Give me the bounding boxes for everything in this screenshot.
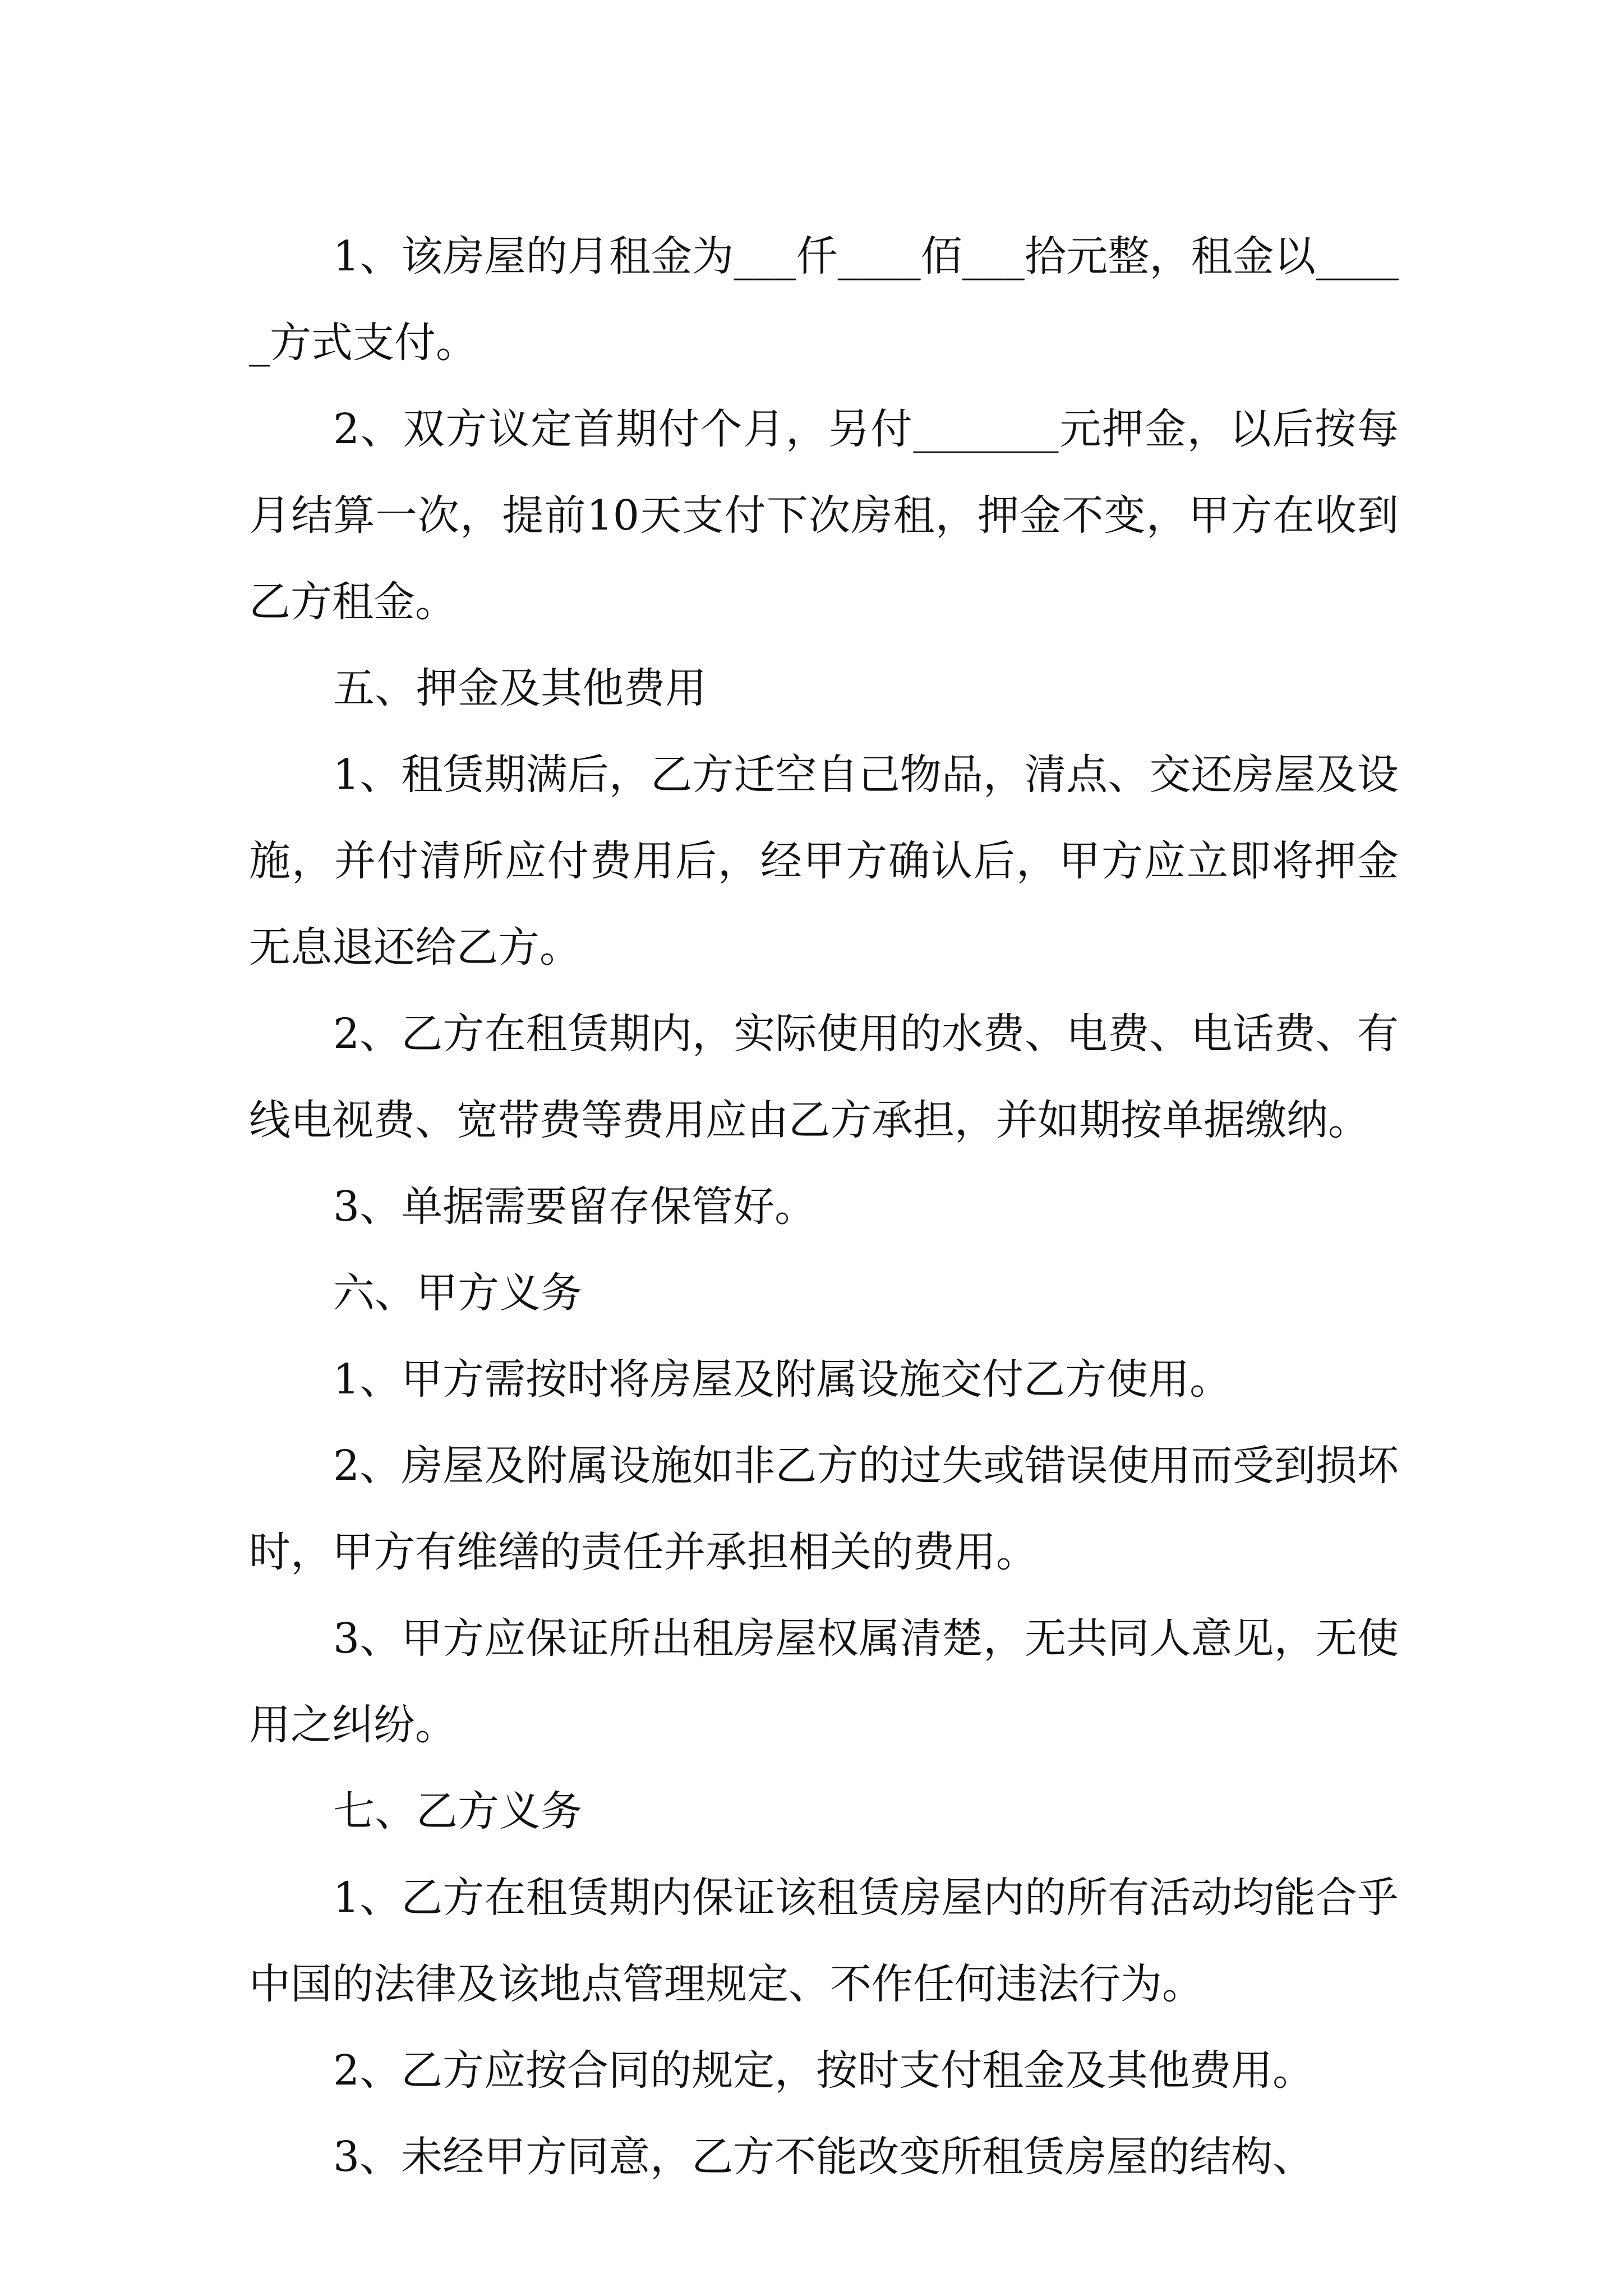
document-body: [249, 213, 1399, 2200]
paragraph-deposit-terms: 2、双方议定首期付个月，另付_______元押金，以后按每月结算一次，提前10天支付下次房租，押金不变，甲方在收到乙方租金。: [249, 405, 1399, 626]
paragraph-party-b-duty-1: 1、乙方在租赁期内保证该租赁房屋内的所有活动均能合乎中国的法律及该地点管理规定、不作任何违法行为。: [249, 1874, 1399, 2008]
paragraph-party-a-duty-2: 2、房屋及附属设施如非乙方的过失或错误使用而受到损坏时，甲方有维缮的责任并承担相关的费用。: [249, 1442, 1399, 1576]
paragraph-party-a-duty-3: 3、甲方应保证所出租房屋权属清楚，无共同人意见，无使用之纠纷。: [249, 1614, 1399, 1749]
paragraph-party-b-duty-2: 2、乙方应按合同的规定，按时支付租金及其他费用。: [333, 2046, 1315, 2095]
paragraph-party-a-duty-1: 1、甲方需按时将房屋及附属设施交付乙方使用。: [333, 1355, 1232, 1404]
paragraph-utility-fees: 2、乙方在租赁期内，实际使用的水费、电费、电话费、有线电视费、宽带费等费用应由乙方承担，并如期按单据缴纳。: [249, 1010, 1399, 1144]
section-heading-party-b-duties: 七、乙方义务: [333, 1787, 582, 1835]
section-heading-party-a-duties: 六、甲方义务: [333, 1269, 582, 1317]
paragraph-rent-amount: 1、该房屋的月租金为___仟____佰___拾元整，租金以_____方式支付。: [249, 232, 1399, 367]
paragraph-receipts: 3、单据需要留存保管好。: [333, 1182, 817, 1231]
section-heading-deposit-fees: 五、押金及其他费用: [333, 664, 707, 712]
paragraph-deposit-refund: 1、租赁期满后，乙方迁空自己物品，清点、交还房屋及设施，并付清所应付费用后，经甲方确认后，甲方应立即将押金无息退还给乙方。: [249, 751, 1399, 972]
paragraph-party-b-duty-3: 3、未经甲方同意，乙方不能改变所租赁房屋的结构、: [333, 2133, 1315, 2181]
